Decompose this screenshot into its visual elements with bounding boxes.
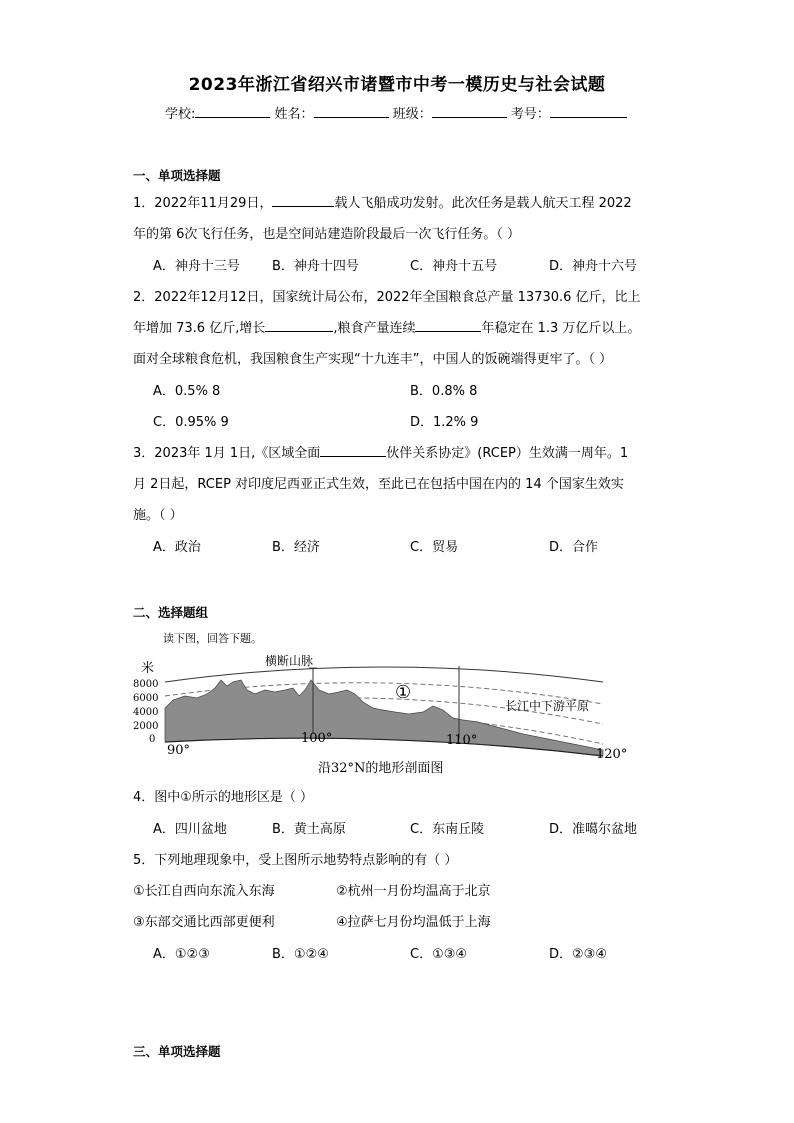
- option-c[interactable]: C．①③④: [410, 947, 468, 962]
- statement-item: ④拉萨七月份均温低于上海: [336, 915, 491, 930]
- profile-top-border: [165, 667, 603, 682]
- option-a[interactable]: A．神舟十三号: [153, 259, 240, 274]
- answer-blank: [320, 444, 386, 457]
- answer-blank: [415, 319, 481, 332]
- figure-caption: 沿32°N的地形剖面图: [318, 761, 444, 776]
- name-blank[interactable]: [314, 104, 389, 118]
- option-b[interactable]: B．经济: [272, 540, 320, 555]
- option-a[interactable]: A．0.5% 8: [153, 384, 221, 399]
- option-d[interactable]: D．1.2% 9: [410, 415, 479, 430]
- region-marker: ①: [395, 682, 412, 703]
- option-a[interactable]: A．政治: [153, 540, 201, 555]
- statement-item: ①长江自西向东流入东海: [133, 884, 275, 899]
- question-5-stem: 5．下列地理现象中，受上图所示地势特点影响的有（ ）: [133, 853, 458, 868]
- section-heading: 二、选择题组: [133, 605, 209, 620]
- question-4-stem: 4．图中①所示的地形区是（ ）: [133, 790, 314, 805]
- option-b[interactable]: B．神舟十四号: [272, 259, 359, 274]
- statement-item: ②杭州一月份均温高于北京: [336, 884, 491, 899]
- plain-label: 长江中下游平原: [505, 699, 590, 713]
- x-tick: 120°: [596, 747, 628, 762]
- section-heading: 一、单项选择题: [133, 168, 221, 183]
- option-b[interactable]: B．黄土高原: [272, 822, 346, 837]
- y-axis-unit: 米: [141, 661, 155, 676]
- option-d[interactable]: D．②③④: [549, 947, 607, 962]
- terrain-profile-figure: [133, 650, 633, 778]
- answer-blank: [265, 319, 333, 332]
- school-label: 学校:: [165, 107, 196, 122]
- exam-no-blank[interactable]: [550, 104, 627, 118]
- question-2-line-2: 年增加 73.6 亿斤,增长 ,粮食产量连续 年稳定在 1.3 万亿斤以上。: [133, 321, 641, 336]
- option-a[interactable]: A．①②③: [153, 947, 210, 962]
- mountain-label: 横断山脉: [265, 654, 314, 668]
- class-blank[interactable]: [432, 104, 507, 118]
- figure-instruction: 读下图，回答下题。: [163, 632, 262, 645]
- statement-item: ③东部交通比西部更便利: [133, 915, 275, 930]
- question-1-line-1: 1．2022年11月29日， 载人飞船成功发射。此次任务是载人航天工程 2022: [133, 196, 632, 211]
- x-tick: 100°: [301, 731, 333, 746]
- header-fields: [165, 103, 627, 122]
- class-label: 班级：: [392, 107, 432, 122]
- name-label: 姓名：: [274, 107, 314, 122]
- question-3-line-2: 月 2日起，RCEP 对印度尼西亚正式生效，至此已在包括中国在内的 14 个国家生效实: [133, 477, 624, 492]
- option-d[interactable]: D．合作: [549, 540, 599, 555]
- y-tick: 4000: [133, 707, 159, 718]
- y-tick: 6000: [133, 693, 159, 704]
- answer-blank: [272, 194, 334, 207]
- question-3-line-1: 3．2023年 1月 1日,《区域全面 伙伴关系协定》(RCEP）生效满一周年。1: [133, 446, 629, 461]
- option-b[interactable]: B．①②④: [272, 947, 329, 962]
- option-d[interactable]: D．神舟十六号: [549, 259, 638, 274]
- y-tick: 8000: [133, 679, 159, 690]
- option-a[interactable]: A．四川盆地: [153, 822, 227, 837]
- x-tick: 90°: [167, 743, 191, 758]
- terrain-silhouette: [165, 680, 603, 756]
- option-d[interactable]: D．准噶尔盆地: [549, 822, 638, 837]
- y-tick: 0: [149, 734, 156, 745]
- exam-no-label: 考号：: [510, 107, 550, 122]
- question-3-line-3: 施。（ ）: [133, 508, 183, 523]
- option-c[interactable]: C．东南丘陵: [410, 822, 485, 837]
- x-tick: 110°: [446, 733, 478, 748]
- question-2-line-3: 面对全球粮食危机，我国粮食生产实现“十九连丰”，中国人的饭碗端得更牢了。（ ）: [133, 352, 613, 367]
- page-title: 2023年浙江省绍兴市诸暨市中考一模历史与社会试题: [188, 75, 606, 95]
- section-heading: 三、单项选择题: [133, 1044, 221, 1059]
- option-c[interactable]: C．神舟十五号: [410, 259, 498, 274]
- y-tick: 2000: [133, 721, 159, 732]
- option-b[interactable]: B．0.8% 8: [410, 384, 478, 399]
- option-c[interactable]: C．贸易: [410, 540, 459, 555]
- school-blank[interactable]: [195, 104, 270, 118]
- option-c[interactable]: C．0.95% 9: [153, 415, 229, 430]
- question-2-line-1: 2．2022年12月12日，国家统计局公布，2022年全国粮食总产量 13730.6 亿斤，比上: [133, 290, 641, 305]
- question-1-line-2: 年的第 6次飞行任务，也是空间站建造阶段最后一次飞行任务。（ ）: [133, 227, 521, 242]
